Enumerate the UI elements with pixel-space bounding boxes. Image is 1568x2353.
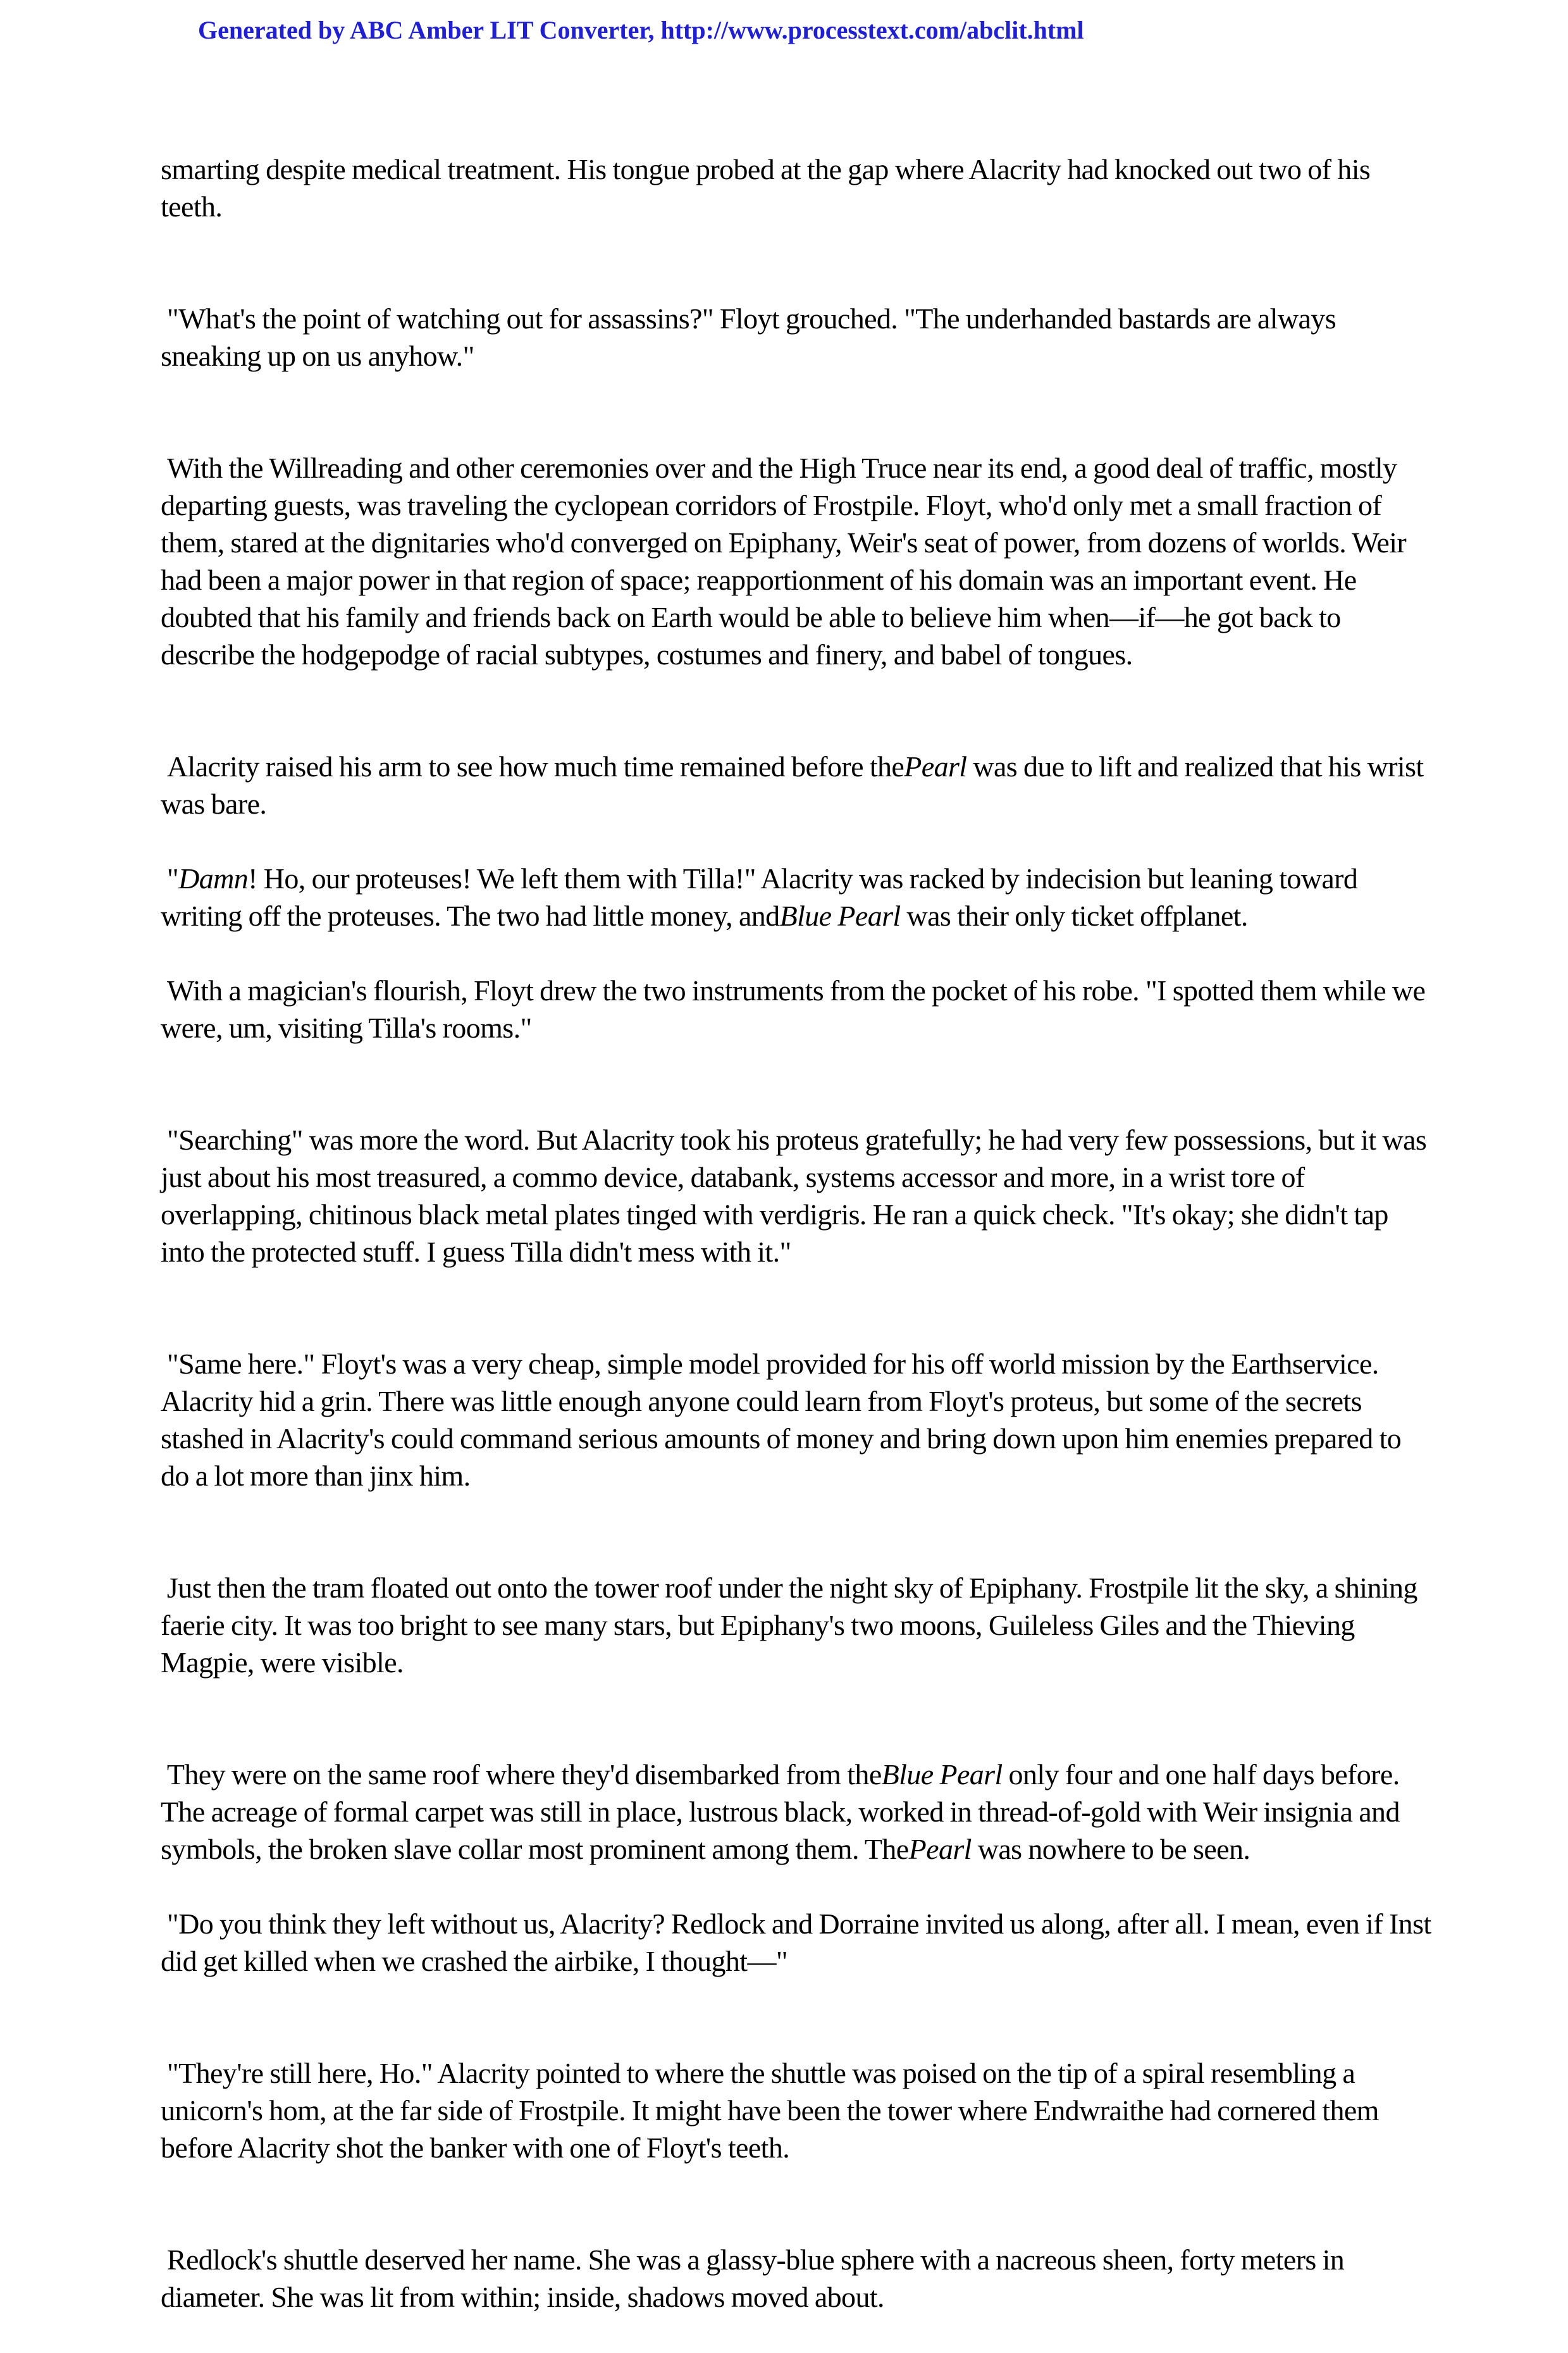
italic-text-run: Blue Pearl	[779, 900, 901, 932]
paragraph	[161, 860, 1432, 934]
paragraph	[161, 2054, 1432, 2204]
paragraph	[161, 1569, 1432, 1718]
text-run: was their only ticket offplanet.	[900, 900, 1248, 932]
text-run: With a magician's flourish, Floyt drew the two instruments from the pocket of his robe. "I spotted them while we were, um, visiting Tilla's rooms."	[161, 974, 1432, 1044]
paragraph	[161, 2241, 1432, 2353]
text-run: Alacrity raised his arm to see how much time remained before the	[161, 750, 904, 783]
text-run: "What's the point of watching out for assassins?" Floyt grouched. "The underhanded bastards are always sneaking up on us anyhow."	[161, 302, 1342, 372]
paragraph	[161, 1756, 1432, 1868]
italic-text-run: Pearl	[908, 1833, 972, 1865]
text-run: smarting despite medical treatment. His tongue probed at the gap where Alacrity had knocked out two of his teeth.	[161, 153, 1377, 223]
document-body	[161, 151, 1438, 2353]
converter-banner: Generated by ABC Amber LIT Converter, http://www.processtext.com/abclit.html	[198, 16, 1084, 44]
italic-text-run: Damn	[178, 862, 249, 895]
text-run: Redlock's shuttle deserved her name. She was a glassy-blue sphere with a nacreous sheen, forty meters in diameter. She was lit from within; inside, shadows moved about.	[161, 2244, 1351, 2313]
paragraph	[161, 1121, 1432, 1308]
text-run: "They're still here, Ho." Alacrity pointed to where the shuttle was poised on the tip of a spiral resembling a unicorn's hom, at the far side of Frostpile. It might have been the tower where Endwraithe had cornered them before Alacrity shot the banker with one of Floyt's teeth.	[161, 2057, 1385, 2164]
paragraph	[161, 1345, 1432, 1532]
italic-text-run: Blue Pearl	[881, 1758, 1003, 1791]
text-run: ! Ho, our proteuses! We left them with Tilla!" Alacrity was racked by indecision but leaning toward writing off the proteuses. The two had little money, and	[161, 862, 1364, 932]
paragraph	[161, 748, 1432, 823]
paragraph	[161, 151, 1432, 263]
paragraph	[161, 1905, 1438, 2017]
paragraph	[161, 972, 1432, 1084]
text-run: With the Willreading and other ceremonies over and the High Truce near its end, a good deal of traffic, mostly departing guests, was traveling the cyclopean corridors of Frostpile. Floyt, who'd only met a small fraction of them, stared at the dignitaries who'd converged on Epiphany, Weir's seat of power, from dozens of worlds. Weir had been a major power in that region of space; reapportionment of his domain was an important event. He doubted that his family and friends back on Earth would be able to believe him when—if—he got back to describe the hodgepodge of racial subtypes, costumes and finery, and babel of tongues.	[161, 452, 1413, 671]
text-run: They were on the same roof where they'd disembarked from the	[161, 1758, 882, 1791]
text-run: "	[161, 862, 179, 895]
italic-text-run: Pearl	[904, 750, 967, 783]
text-run: was nowhere to be seen.	[971, 1833, 1250, 1865]
paragraph	[161, 300, 1432, 412]
text-run: "Same here." Floyt's was a very cheap, simple model provided for his off world mission by the Earthservice. Alacrity hid a grin. There was little enough anyone could learn from Floyt's proteus, but some of the secrets stashed in Alacrity's could command serious amounts of money and bring down upon him enemies prepared to do a lot more than jinx him.	[161, 1348, 1408, 1492]
text-run: only four and one half days before. The acreage of formal carpet was still in place, lustrous black, worked in thread-of-gold with Weir insignia and symbols, the broken slave collar most prominent among them. The	[161, 1758, 1406, 1865]
text-run: was due to lift and realized that his wrist was bare.	[161, 750, 1430, 820]
text-run: Just then the tram floated out onto the tower roof under the night sky of Epiphany. Frostpile lit the sky, a shining faerie city. It was too bright to see many stars, but Epiphany's two moons, Guileless Giles and the Thieving Magpie, were visible.	[161, 1572, 1424, 1679]
text-run: "Do you think they left without us, Alacrity? Redlock and Dorraine invited us along, after all. I mean, even if Inst did get killed when we crashed the airbike, I thought—"	[161, 1908, 1438, 1977]
text-run: "Searching" was more the word. But Alacrity took his proteus gratefully; he had very few possessions, but it was just about his most treasured, a commo device, databank, systems accessor and more, in a wrist tore of overlapping, chitinous black metal plates tinged with verdigris. He ran a quick check. "It's okay; she didn't tap into the protected stuff. I guess Tilla didn't mess with it."	[161, 1124, 1433, 1268]
paragraph	[161, 449, 1432, 711]
